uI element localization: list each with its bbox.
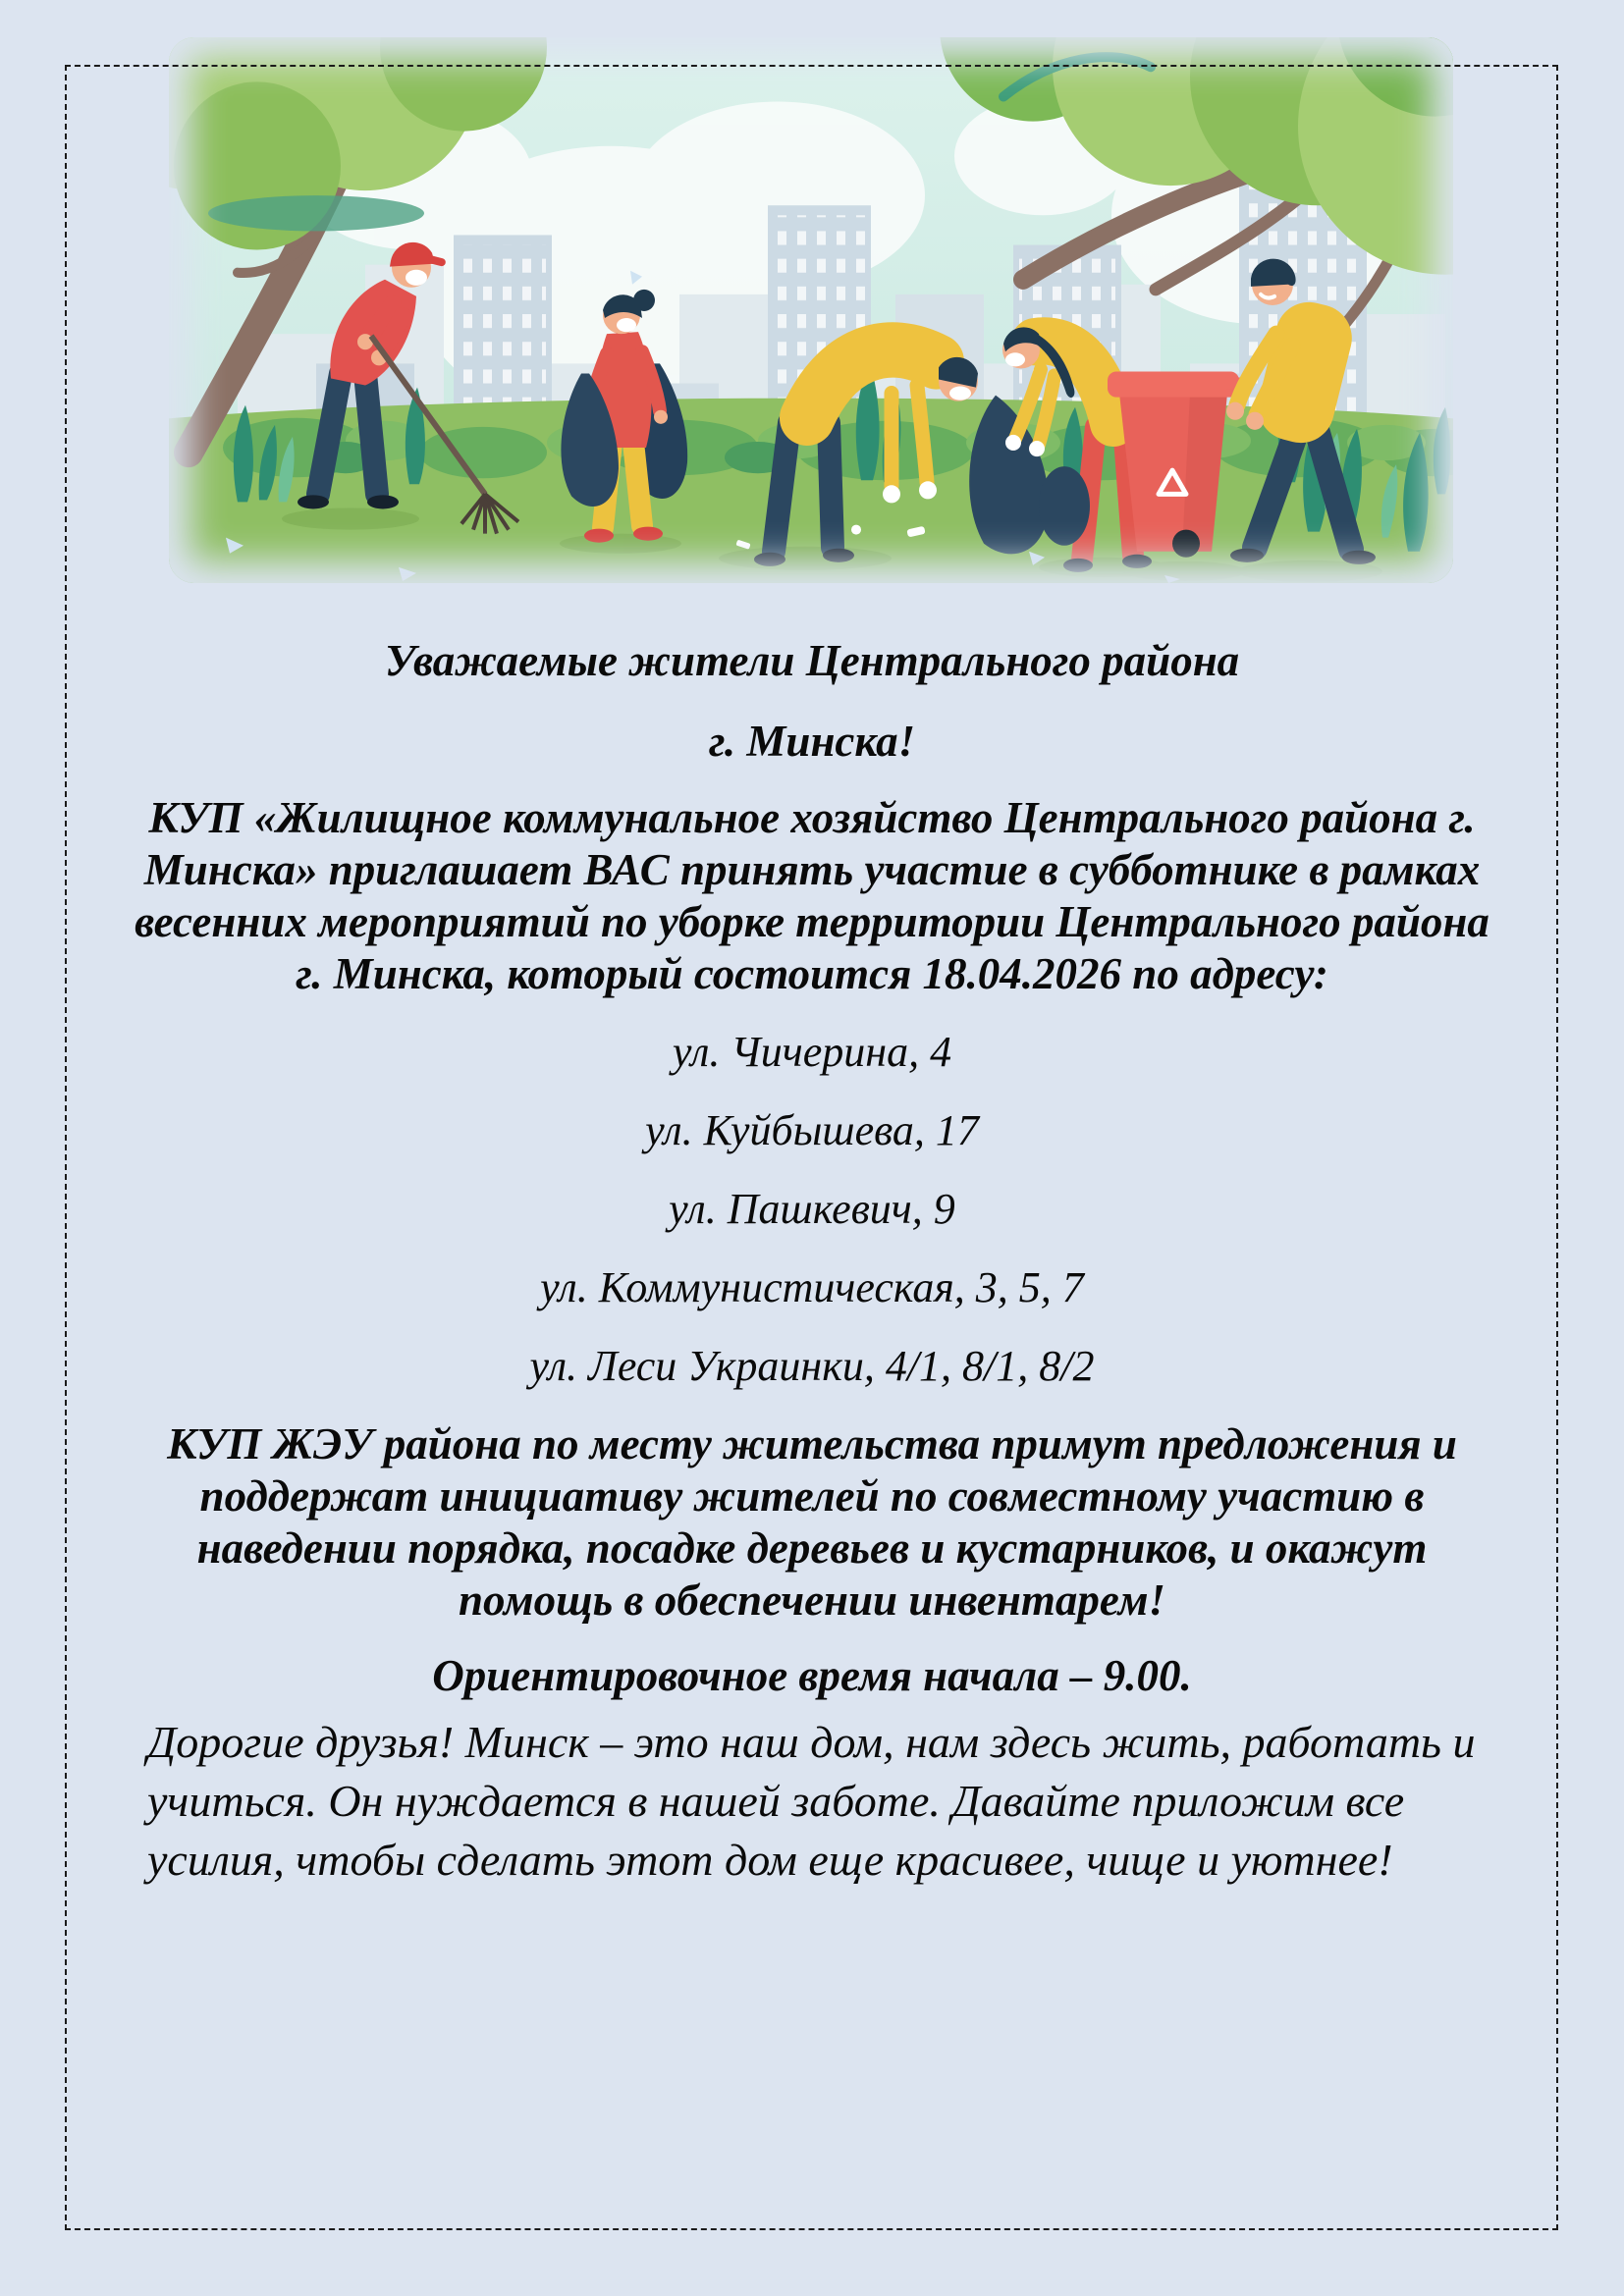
cleanup-illustration-svg (169, 37, 1453, 583)
address-line: ул. Чичерина, 4 (672, 1028, 952, 1076)
closing-line: учиться. Он нуждается в нашей заботе. Давайте приложим все (147, 1776, 1405, 1826)
page-title-line-1: Уважаемые жители Центрального района (384, 636, 1240, 685)
support-line: поддержат инициативу жителей по совместному участию в (199, 1471, 1425, 1521)
community-cleanup-illustration (169, 37, 1453, 583)
announcement-body (98, 633, 1526, 1890)
page-title-line-2: г. Минска! (708, 717, 916, 766)
closing-paragraph (98, 1713, 1526, 1890)
address-line: ул. Пашкевич, 9 (669, 1185, 955, 1233)
invitation-line: г. Минска, который состоится 18.04.2026 по адресу: (296, 949, 1328, 998)
invitation-line: КУП «Жилищное коммунальное хозяйство Центрального района г. (148, 793, 1476, 842)
address-line: ул. Леси Украинки, 4/1, 8/1, 8/2 (529, 1342, 1095, 1390)
support-paragraph (98, 1418, 1526, 1627)
invitation-line: Минска» приглашает ВАС принять участие в субботнике в рамках (143, 845, 1481, 894)
closing-line: Дорогие друзья! Минск – это наш дом, нам здесь жить, работать и (147, 1717, 1476, 1767)
start-time-line: Ориентировочное время начала – 9.00. (432, 1651, 1192, 1700)
address-list (98, 1026, 1526, 1392)
invitation-line: весенних мероприятий по уборке территории Центрального района (135, 897, 1489, 946)
invitation-paragraph (98, 792, 1526, 1000)
support-line: наведении порядка, посадке деревьев и кустарников, и окажут (196, 1523, 1428, 1573)
address-line: ул. Куйбышева, 17 (645, 1106, 979, 1154)
support-line: КУП ЖЭУ района по месту жительства примут предложения и (167, 1419, 1457, 1468)
closing-line: усилия, чтобы сделать этот дом еще красивее, чище и уютнее! (147, 1835, 1393, 1885)
support-line: помощь в обеспечении инвентарем! (458, 1575, 1166, 1625)
address-line: ул. Коммунистическая, 3, 5, 7 (540, 1263, 1084, 1311)
